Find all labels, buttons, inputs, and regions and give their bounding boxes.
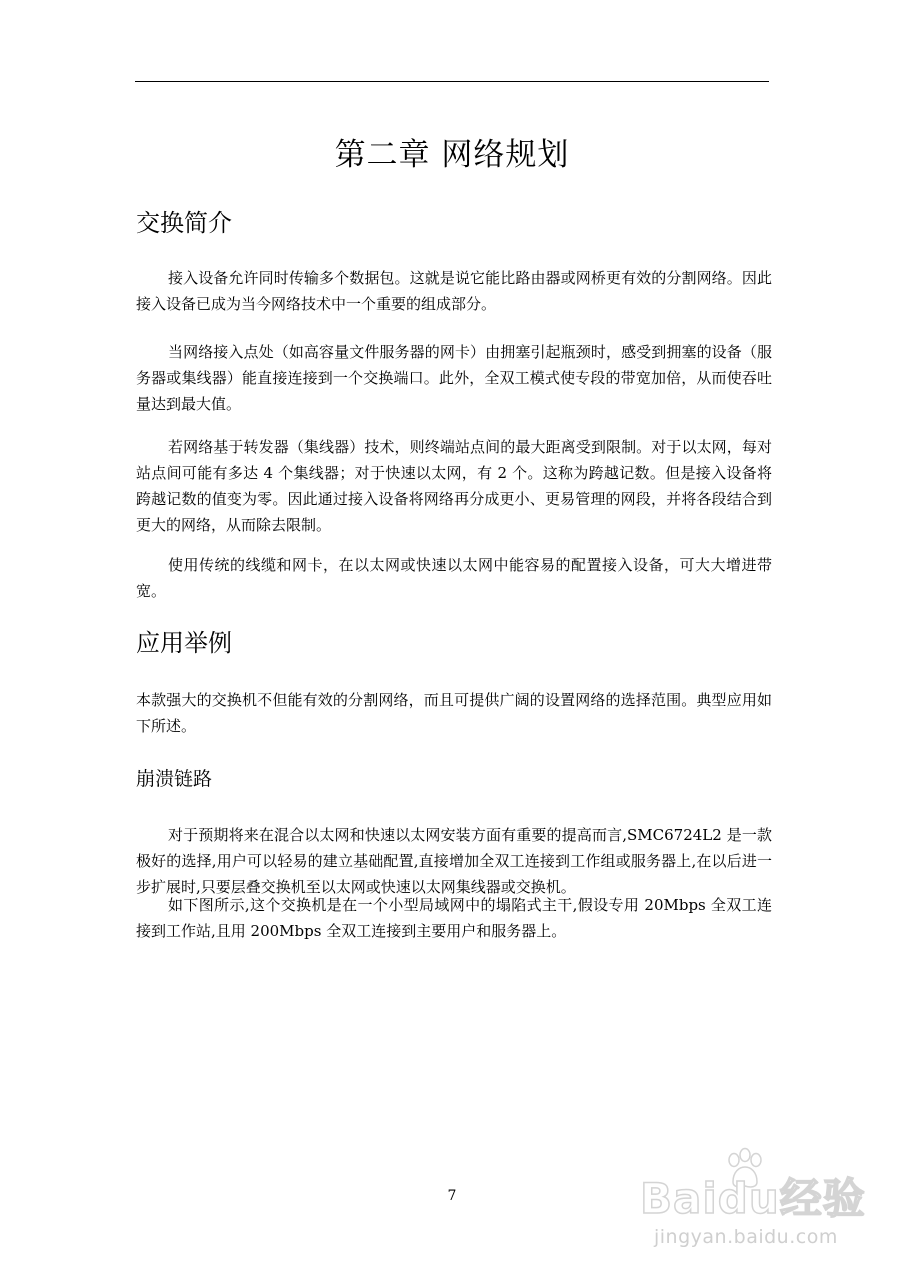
section-heading-intro: 交换简介 <box>136 209 232 237</box>
watermark-logo-text: Baidu经验 <box>640 1174 866 1223</box>
examples-paragraph: 本款强大的交换机不但能有效的分割网络，而且可提供广阔的设置网络的选择范围。典型应用如下所述。 <box>136 691 772 735</box>
section-heading-collapsed-backbone: 崩溃链路 <box>136 768 213 790</box>
chapter-title: 第二章 网络规划 <box>334 137 570 173</box>
collapsed-backbone-paragraph-2: 如下图所示,这个交换机是在一个小型局域网中的塌陷式主干,假设专用 20Mbps 全双工连接到工作站,且用 200Mbps 全双工连接到主要用户和服务器上。 <box>136 896 772 940</box>
page-number: 7 <box>447 1188 457 1204</box>
watermark-url: jingyan.baidu.com <box>654 1226 838 1248</box>
section-heading-examples: 应用举例 <box>136 629 232 657</box>
header-rule <box>135 81 769 82</box>
intro-paragraph-2: 当网络接入点处（如高容量文件服务器的网卡）由拥塞引起瓶颈时，感受到拥塞的设备（服务器或集线器）能直接连接到一个交换端口。此外，全双工模式使专段的带宽加倍，从而使吞吐量达到最大值。 <box>136 343 772 413</box>
intro-paragraph-4: 使用传统的线缆和网卡，在以太网或快速以太网中能容易的配置接入设备，可大大增进带宽。 <box>136 556 772 600</box>
intro-paragraph-3: 若网络基于转发器（集线器）技术，则终端站点间的最大距离受到限制。对于以太网，每对站点间可能有多达 4 个集线器；对于快速以太网，有 2 个。这称为跨越记数。但是接入设备将跨越记数的值变为零。因此通过接入设备将网络再分成更小、更易管理的网段，并将各段结合到更大的网络，从而除去限制。 <box>136 438 772 534</box>
intro-paragraph-1: 接入设备允许同时传输多个数据包。这就是说它能比路由器或网桥更有效的分割网络。因此接入设备已成为当今网络技术中一个重要的组成部分。 <box>136 269 772 313</box>
collapsed-backbone-paragraph-1: 对于预期将来在混合以太网和快速以太网安装方面有重要的提高而言,SMC6724L2 是一款极好的选择,用户可以轻易的建立基础配置,直接增加全双工连接到工作组或服务器上,在以后进一步扩展时,只要层叠交换机至以太网或快速以太网集线器或交换机。 <box>136 826 772 896</box>
baidu-jingyan-watermark <box>640 1146 880 1266</box>
